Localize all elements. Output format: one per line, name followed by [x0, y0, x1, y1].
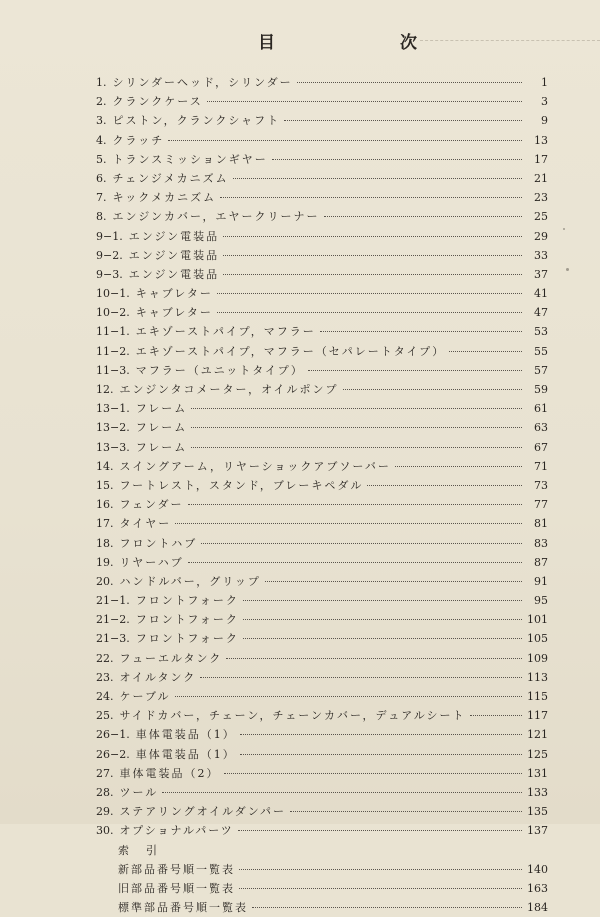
toc-entry-label: フューエルタンク — [119, 651, 223, 665]
toc-entry-number: 13−1. — [96, 402, 130, 416]
toc-entry — [96, 227, 548, 246]
toc-entry-label: ステアリングオイルダンパー — [119, 805, 286, 819]
toc-entry — [96, 534, 548, 553]
toc-entry-number: 4. — [96, 133, 107, 147]
dot-leader — [240, 754, 522, 755]
toc-entry-label: エキゾーストパイプ，マフラー（セパレートタイプ） — [135, 344, 446, 358]
toc-entry-number: 15. — [96, 478, 114, 492]
toc-entry-page: 87 — [534, 555, 548, 569]
toc-entry-number: 18. — [96, 536, 114, 550]
toc-entry — [96, 725, 548, 744]
toc-entry-label: 索 引 — [118, 843, 160, 857]
dot-leader — [449, 351, 522, 352]
dot-leader — [243, 600, 522, 601]
toc-entry-label: 新部品番号順一覧表 — [118, 862, 235, 876]
toc-entry-label: ツール — [119, 785, 159, 799]
dot-leader — [191, 427, 522, 428]
toc-entry-page: 125 — [527, 747, 548, 761]
paper-speck — [563, 228, 565, 230]
toc-entry-page: 1 — [541, 76, 548, 89]
toc-entry-number: 1. — [96, 76, 107, 89]
toc-entry-page: 57 — [534, 363, 548, 377]
toc-entry — [96, 649, 548, 668]
toc-entry-page: 71 — [534, 459, 548, 473]
toc-entry — [96, 745, 548, 764]
dot-leader — [175, 523, 522, 524]
toc-entry-number: 8. — [96, 210, 107, 224]
toc-entry-page: 117 — [527, 709, 548, 723]
toc-entry-page: 81 — [534, 517, 548, 531]
toc-entry — [96, 476, 548, 495]
toc-entry — [96, 764, 548, 783]
dot-leader — [272, 159, 522, 160]
toc-entry-label: フレーム — [135, 402, 188, 416]
dot-leader — [191, 408, 522, 409]
toc-entry — [96, 591, 548, 610]
toc-entry — [96, 572, 548, 591]
dot-leader — [243, 619, 522, 620]
toc-entry — [96, 898, 548, 917]
dot-leader — [168, 140, 522, 141]
toc-entry-label: シリンダーヘッド，シリンダー — [112, 76, 293, 89]
toc-entry-page: 63 — [534, 421, 548, 435]
toc-entry-page: 135 — [527, 805, 548, 819]
toc-entry-page: 29 — [534, 229, 548, 243]
toc-entry-page: 41 — [534, 287, 548, 301]
dot-leader — [265, 581, 522, 582]
toc-entry-label: エンジン電装品 — [128, 248, 220, 262]
dot-leader — [226, 658, 522, 659]
dot-leader — [217, 312, 522, 313]
toc-entry-page: 163 — [527, 881, 548, 895]
dot-leader — [188, 504, 522, 505]
toc-entry-label: チェンジメカニズム — [112, 171, 229, 185]
toc-entry-page: 113 — [527, 670, 548, 684]
toc-entry-page: 25 — [534, 210, 548, 224]
toc-entry-label: オイルタンク — [119, 670, 197, 684]
toc-entry-label: フロントハブ — [119, 536, 198, 550]
dot-leader — [290, 811, 522, 812]
toc-entry-number: 26−1. — [96, 728, 130, 742]
toc-entry-label: 車体電装品（1） — [135, 728, 236, 742]
toc-entry-number: 7. — [96, 191, 107, 205]
toc-entry-label: リヤーハブ — [119, 555, 184, 569]
toc-entry-number: 2. — [96, 95, 107, 109]
toc-entry-label: 標準部品番号順一覧表 — [118, 901, 248, 915]
toc-entry-label: キャブレター — [135, 306, 213, 320]
dot-leader — [223, 274, 522, 275]
toc-entry — [96, 342, 548, 361]
toc-entry — [96, 514, 548, 533]
toc-entry-number: 29. — [96, 805, 114, 819]
toc-entry-page: 37 — [534, 267, 548, 281]
toc-entry-label: ピストン，クランクシャフト — [112, 114, 281, 128]
toc-entry-number: 9−3. — [96, 267, 123, 281]
toc-entry-number: 24. — [96, 690, 114, 703]
toc-entry-label: 車体電装品（2） — [119, 766, 220, 780]
dot-leader — [223, 255, 522, 256]
toc-entry-number: 27. — [96, 766, 114, 780]
toc-entry-label: エンジン電装品 — [128, 229, 220, 243]
toc-entry-page: 115 — [527, 690, 548, 703]
dot-leader — [367, 485, 522, 486]
toc-entry-page: 33 — [534, 248, 548, 262]
toc-entry-page: 13 — [534, 133, 548, 147]
toc-entry-label: クラッチ — [112, 133, 165, 147]
toc-entry-page: 133 — [527, 785, 548, 799]
dot-leader — [395, 466, 522, 467]
toc-entry-label: フレーム — [135, 440, 188, 454]
toc-entry-label: キックメカニズム — [112, 191, 217, 205]
toc-entry-label: ケーブル — [119, 690, 171, 703]
toc-entry — [96, 821, 548, 840]
toc-entry — [96, 629, 548, 648]
dot-leader — [223, 236, 522, 237]
toc-entry-page: 184 — [527, 901, 548, 915]
toc-entry-label: フートレスト，スタンド，ブレーキペダル — [119, 478, 364, 492]
toc-entry-page: 137 — [527, 824, 548, 838]
toc-entry-page: 21 — [534, 171, 548, 185]
toc-entry-number: 14. — [96, 459, 114, 473]
toc-entry — [96, 438, 548, 457]
dot-leader — [239, 869, 522, 870]
toc-entry-page: 121 — [527, 728, 548, 742]
toc-entry — [96, 92, 548, 111]
toc-entry-label: トランスミッションギヤー — [112, 152, 268, 166]
toc-entry — [96, 188, 548, 207]
toc-entry-page: 101 — [527, 613, 548, 627]
toc-entry — [96, 380, 548, 399]
toc-entry-label: オプショナルパーツ — [119, 824, 234, 838]
dot-leader — [324, 216, 522, 217]
toc-entry-page: 23 — [534, 191, 548, 205]
toc-entry-label: エンジンカバー，エヤークリーナー — [112, 210, 320, 224]
toc-entry-label: タイヤー — [119, 517, 172, 531]
toc-entry-number: 17. — [96, 517, 114, 531]
toc-entry-number: 21−3. — [96, 632, 130, 646]
toc-entry-label: スイングアーム，リヤーショックアブソーバー — [119, 459, 391, 473]
toc-entry — [96, 841, 548, 860]
toc-entry-number: 30. — [96, 824, 114, 838]
page-title — [258, 28, 418, 53]
toc-entry-number: 13−2. — [96, 421, 130, 435]
toc-entry-number: 22. — [96, 651, 114, 665]
toc-entry-label: フレーム — [135, 421, 188, 435]
toc-entry — [96, 553, 548, 572]
toc-entry-page: 73 — [534, 478, 548, 492]
toc-entry-label: クランクケース — [112, 95, 203, 109]
dot-leader — [252, 907, 522, 908]
toc-entry — [96, 169, 548, 188]
dot-leader — [201, 543, 522, 544]
toc-entry-number: 10−2. — [96, 306, 130, 320]
toc-entry — [96, 687, 548, 706]
toc-entry-number: 6. — [96, 171, 107, 185]
toc-entry — [96, 879, 548, 898]
toc-entry-page: 77 — [534, 498, 548, 512]
dot-leader — [240, 734, 522, 735]
dot-leader — [220, 197, 522, 198]
toc-entry — [96, 150, 548, 169]
toc-entry — [96, 418, 548, 437]
toc-entry-page: 3 — [541, 95, 548, 109]
dot-leader — [224, 773, 523, 774]
toc-entry-number: 21−2. — [96, 613, 130, 627]
toc-entry-number: 23. — [96, 670, 114, 684]
toc-entry — [96, 131, 548, 150]
title-part-1: 目 — [258, 33, 276, 53]
toc-entry-label: フェンダー — [119, 498, 184, 512]
toc-entry — [96, 322, 548, 341]
dot-leader — [188, 562, 522, 563]
toc-entry-page: 105 — [527, 632, 548, 646]
toc-entry-page: 131 — [527, 766, 548, 780]
toc-entry-number: 9−1. — [96, 229, 123, 243]
toc-entry — [96, 495, 548, 514]
toc-entry-page: 47 — [534, 306, 548, 320]
toc-entry-label: エンジンタコメーター，オイルポンプ — [119, 383, 339, 396]
dot-leader — [162, 792, 522, 793]
dot-leader — [175, 696, 522, 697]
dot-leader — [239, 888, 522, 889]
toc-entry-number: 5. — [96, 152, 107, 166]
toc-entry-label: 旧部品番号順一覧表 — [118, 881, 235, 895]
toc-entry-label: キャブレター — [135, 287, 213, 301]
dot-leader — [217, 293, 522, 294]
toc-entry-number: 3. — [96, 114, 107, 128]
toc-entry-number: 10−1. — [96, 287, 130, 301]
toc-entry-number: 21−1. — [96, 594, 130, 608]
toc-entry-number: 12. — [96, 383, 114, 396]
toc-entry — [96, 111, 548, 130]
dot-leader — [343, 389, 522, 390]
toc-entry — [96, 610, 548, 629]
toc-entry — [96, 303, 548, 322]
toc-entry-page: 9 — [541, 114, 548, 128]
toc-entry-label: エキゾーストパイプ，マフラー — [135, 325, 316, 339]
toc-entry — [96, 457, 548, 476]
toc-entry — [96, 706, 548, 725]
toc-entry — [96, 399, 548, 418]
toc-entry-number: 19. — [96, 555, 114, 569]
toc-entry-number: 26−2. — [96, 747, 130, 761]
dot-leader — [284, 120, 522, 121]
toc-entry — [96, 668, 548, 687]
toc-entry — [96, 207, 548, 226]
toc-entry-number: 9−2. — [96, 248, 123, 262]
title-part-2: 次 — [400, 33, 418, 53]
toc-entry-page: 17 — [534, 152, 548, 166]
toc-entry-label: フロントフォーク — [135, 613, 239, 627]
toc-entry — [96, 246, 548, 265]
dot-leader — [308, 370, 522, 371]
dot-leader — [243, 638, 522, 639]
dot-leader — [297, 82, 522, 83]
toc-entry-page: 53 — [534, 325, 548, 339]
toc-entry-label: フロントフォーク — [135, 594, 239, 608]
toc-entry-label: フロントフォーク — [135, 632, 239, 646]
dot-leader — [233, 178, 522, 179]
dot-leader — [470, 715, 523, 716]
toc-entry-page: 109 — [527, 651, 548, 665]
toc-entry-page: 55 — [534, 344, 548, 358]
toc-entry — [96, 802, 548, 821]
dot-leader — [320, 331, 522, 332]
toc-entry-page: 67 — [534, 440, 548, 454]
dot-leader — [200, 677, 522, 678]
toc-entry — [96, 860, 548, 879]
toc-entry-page: 83 — [534, 536, 548, 550]
toc-entry-number: 28. — [96, 785, 114, 799]
page-edge-mark — [420, 40, 600, 43]
toc-entry-number: 13−3. — [96, 440, 130, 454]
toc-entry-label: 車体電装品（1） — [135, 747, 236, 761]
dot-leader — [207, 101, 522, 102]
dot-leader — [238, 830, 522, 831]
toc-entry-number: 25. — [96, 709, 114, 723]
paper-speck — [566, 268, 569, 271]
toc-entry-label: ハンドルバー，グリップ — [119, 574, 261, 588]
toc-entry-label: サイドカバー，チェーン，チェーンカバー，デュアルシート — [119, 709, 466, 723]
toc-entry-label: エンジン電装品 — [128, 267, 220, 281]
toc-entry — [96, 783, 548, 802]
table-of-contents — [96, 73, 548, 917]
toc-entry — [96, 361, 548, 380]
toc-entry-number: 11−2. — [96, 344, 130, 358]
toc-entry — [96, 73, 548, 92]
toc-entry-number: 16. — [96, 498, 114, 512]
toc-entry-number: 11−3. — [96, 363, 130, 377]
toc-entry-page: 61 — [534, 402, 548, 416]
toc-entry-page: 140 — [527, 862, 548, 876]
toc-entry-label: マフラー（ユニットタイプ） — [135, 363, 304, 377]
toc-entry-page: 59 — [534, 383, 548, 396]
toc-entry-number: 20. — [96, 574, 114, 588]
toc-entry — [96, 265, 548, 284]
toc-entry-number: 11−1. — [96, 325, 130, 339]
toc-entry-page: 95 — [534, 594, 548, 608]
toc-entry-page: 91 — [534, 574, 548, 588]
toc-entry — [96, 284, 548, 303]
dot-leader — [191, 447, 522, 448]
